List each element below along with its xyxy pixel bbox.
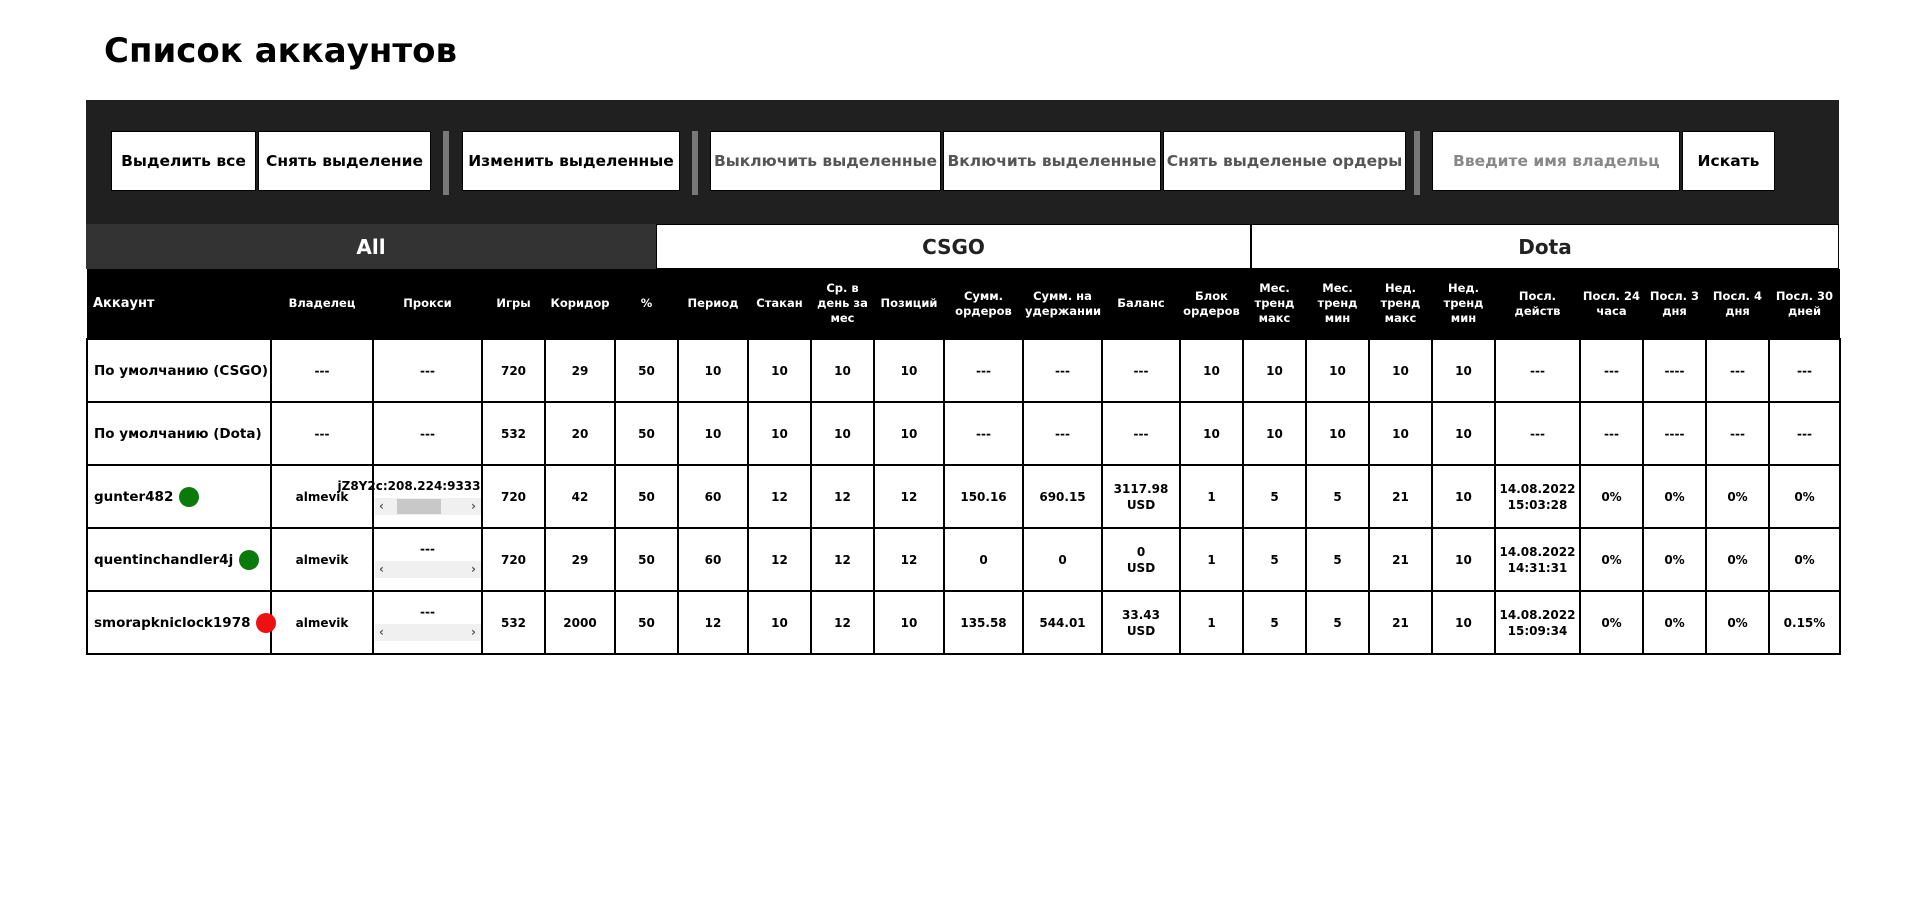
cell-games: 720	[482, 465, 545, 528]
cell-balance-secondary: USD	[1126, 497, 1156, 512]
cell-w-max: 21	[1369, 591, 1432, 654]
cell-stack: 12	[748, 528, 811, 591]
column-header: Мес. тренд мин	[1306, 269, 1369, 339]
cell-stack: 10	[748, 591, 811, 654]
cell-owner: almevik	[271, 528, 373, 591]
cell-sum-hold: 544.01	[1023, 591, 1102, 654]
edit-selected-button[interactable]: Изменить выделенные	[462, 131, 680, 191]
cell-balance-secondary: USD	[1126, 623, 1156, 638]
column-header: Мес. тренд макс	[1243, 269, 1306, 339]
cell-d3: 0%	[1643, 591, 1706, 654]
cell-pct: 50	[615, 339, 678, 402]
cell-balance	[1102, 402, 1180, 465]
cell-w-max: 21	[1369, 528, 1432, 591]
cell-stack: 10	[748, 402, 811, 465]
proxy-scrollbar[interactable]	[375, 561, 481, 578]
cell-w-min: 10	[1432, 465, 1495, 528]
cell-last-action	[1495, 339, 1580, 402]
cell-balance	[1102, 339, 1180, 402]
cell-d4: ---	[1706, 402, 1769, 465]
table-row[interactable]	[87, 528, 1840, 591]
cell-d30: 0%	[1769, 465, 1840, 528]
owner-search-input[interactable]	[1432, 131, 1680, 191]
cell-positions: 10	[874, 591, 944, 654]
cell-w-min: 10	[1432, 402, 1495, 465]
search-button[interactable]: Искать	[1682, 131, 1775, 191]
cell-balance-value: 3117.98	[1113, 481, 1169, 496]
cell-d4: 0%	[1706, 591, 1769, 654]
column-header: Баланс	[1102, 269, 1180, 339]
cell-d30: ---	[1769, 402, 1840, 465]
cell-stack: 12	[748, 465, 811, 528]
account-name: По умолчанию (CSGO)	[94, 362, 269, 379]
cell-block: 10	[1180, 339, 1243, 402]
cell-avg: 10	[811, 402, 874, 465]
cell-positions: 10	[874, 402, 944, 465]
cell-avg: 12	[811, 591, 874, 654]
remove-orders-button[interactable]: Снять выделеные ордеры	[1163, 131, 1406, 191]
cell-last-action-secondary: 15:09:34	[1507, 623, 1568, 638]
column-header: Посл. 4 дня	[1706, 269, 1769, 339]
cell-owner: almevik	[271, 591, 373, 654]
cell-d30: 0.15%	[1769, 591, 1840, 654]
column-header: Нед. тренд макс	[1369, 269, 1432, 339]
cell-m-max: 5	[1243, 528, 1306, 591]
proxy-value: ---	[420, 363, 435, 378]
cell-d30: ---	[1769, 339, 1840, 402]
cell-balance	[1102, 591, 1180, 654]
cell-d24: 0%	[1580, 465, 1643, 528]
cell-balance-value: ---	[1133, 426, 1149, 441]
tab-dota[interactable]: Dota	[1251, 224, 1839, 269]
game-tabs	[86, 224, 1839, 269]
cell-avg: 12	[811, 528, 874, 591]
cell-games: 720	[482, 528, 545, 591]
cell-m-min: 10	[1306, 339, 1369, 402]
account-name: По умолчанию (Dota)	[94, 425, 262, 442]
cell-stack: 10	[748, 339, 811, 402]
cell-d24: ---	[1580, 339, 1643, 402]
cell-sum-orders: 150.16	[944, 465, 1023, 528]
cell-sum-hold: 690.15	[1023, 465, 1102, 528]
toolbar-separator	[692, 131, 698, 195]
cell-positions: 10	[874, 339, 944, 402]
chevron-right-icon[interactable]: ›	[471, 625, 476, 639]
table-row[interactable]	[87, 339, 1840, 402]
accounts-table	[86, 269, 1841, 655]
cell-m-max: 5	[1243, 465, 1306, 528]
toolbar-separator	[443, 131, 449, 195]
cell-corridor: 20	[545, 402, 615, 465]
proxy-value: 208.224:9333:jZ8Y2c	[337, 479, 481, 493]
column-header: Посл. 3 дня	[1643, 269, 1706, 339]
cell-last-action-secondary: 15:03:28	[1507, 497, 1568, 512]
select-all-button[interactable]: Выделить все	[111, 131, 256, 191]
column-header: Сумм. ордеров	[944, 269, 1023, 339]
column-header: Посл. 24 часа	[1580, 269, 1643, 339]
cell-balance-value: 33.43	[1122, 607, 1160, 622]
column-header: Период	[678, 269, 748, 339]
cell-last-action-value: ---	[1530, 363, 1545, 378]
cell-last-action	[1495, 465, 1580, 528]
cell-balance-value: 0	[1136, 544, 1146, 559]
cell-m-max: 10	[1243, 402, 1306, 465]
cell-period: 10	[678, 402, 748, 465]
toolbar	[86, 100, 1839, 224]
disable-selected-button[interactable]: Выключить выделенные	[710, 131, 941, 191]
cell-sum-orders: ---	[944, 339, 1023, 402]
deselect-button[interactable]: Снять выделение	[258, 131, 431, 191]
table-row[interactable]	[87, 465, 1840, 528]
column-header: Нед. тренд мин	[1432, 269, 1495, 339]
proxy-value: ---	[420, 542, 435, 556]
toolbar-separator	[1414, 131, 1420, 195]
cell-d24: 0%	[1580, 591, 1643, 654]
cell-m-min: 5	[1306, 528, 1369, 591]
cell-m-max: 5	[1243, 591, 1306, 654]
cell-account[interactable]	[87, 591, 271, 654]
account-name: smorapkniclock1978	[94, 614, 251, 631]
cell-games: 720	[482, 339, 545, 402]
column-header: Блок ордеров	[1180, 269, 1243, 339]
cell-last-action	[1495, 528, 1580, 591]
chevron-right-icon[interactable]: ›	[471, 499, 476, 513]
cell-pct: 50	[615, 528, 678, 591]
cell-w-max: 10	[1369, 339, 1432, 402]
cell-balance	[1102, 465, 1180, 528]
tab-csgo[interactable]: CSGO	[656, 224, 1251, 269]
column-header: Позиций	[874, 269, 944, 339]
cell-w-min: 10	[1432, 528, 1495, 591]
column-header: Аккаунт	[87, 269, 271, 339]
column-header: Стакан	[748, 269, 811, 339]
chevron-left-icon[interactable]: ‹	[379, 625, 384, 639]
cell-balance-secondary: USD	[1126, 560, 1156, 575]
column-header: Посл. действ	[1495, 269, 1580, 339]
cell-corridor: 29	[545, 528, 615, 591]
page-title: Список аккаунтов	[104, 31, 457, 71]
cell-games: 532	[482, 402, 545, 465]
status-dot-icon	[256, 613, 276, 633]
cell-pct: 50	[615, 591, 678, 654]
cell-d4: ---	[1706, 339, 1769, 402]
table-row[interactable]	[87, 402, 1840, 465]
chevron-left-icon[interactable]: ‹	[379, 562, 384, 576]
cell-balance	[1102, 528, 1180, 591]
cell-m-max: 10	[1243, 339, 1306, 402]
account-name: quentinchandler4j	[94, 551, 234, 568]
column-header: Посл. 30 дней	[1769, 269, 1840, 339]
cell-block: 1	[1180, 465, 1243, 528]
chevron-left-icon[interactable]: ‹	[379, 499, 384, 513]
cell-owner: almevik	[271, 465, 373, 528]
cell-proxy	[373, 591, 482, 654]
cell-account[interactable]	[87, 402, 271, 465]
cell-d30: 0%	[1769, 528, 1840, 591]
cell-corridor: 2000	[545, 591, 615, 654]
scrollbar-thumb[interactable]	[397, 499, 441, 514]
cell-last-action-value: 14.08.2022	[1499, 481, 1576, 496]
cell-proxy	[373, 528, 482, 591]
cell-account[interactable]	[87, 528, 271, 591]
proxy-scrollbar[interactable]	[375, 624, 481, 641]
table-row[interactable]	[87, 591, 1840, 654]
cell-d4: 0%	[1706, 528, 1769, 591]
cell-d3: ----	[1643, 339, 1706, 402]
cell-period: 10	[678, 339, 748, 402]
cell-block: 10	[1180, 402, 1243, 465]
cell-d24: 0%	[1580, 528, 1643, 591]
table-header-row	[87, 269, 1840, 339]
cell-positions: 12	[874, 528, 944, 591]
cell-m-min: 5	[1306, 465, 1369, 528]
cell-w-max: 10	[1369, 402, 1432, 465]
cell-last-action	[1495, 402, 1580, 465]
cell-account[interactable]	[87, 465, 271, 528]
cell-period: 12	[678, 591, 748, 654]
cell-avg: 12	[811, 465, 874, 528]
cell-d24: ---	[1580, 402, 1643, 465]
cell-positions: 12	[874, 465, 944, 528]
cell-pct: 50	[615, 402, 678, 465]
cell-period: 60	[678, 528, 748, 591]
proxy-scrollbar[interactable]	[375, 498, 481, 515]
cell-block: 1	[1180, 528, 1243, 591]
cell-proxy	[373, 402, 482, 465]
cell-block: 1	[1180, 591, 1243, 654]
cell-last-action-secondary: 14:31:31	[1507, 560, 1568, 575]
cell-m-min: 10	[1306, 402, 1369, 465]
cell-w-min: 10	[1432, 591, 1495, 654]
cell-account[interactable]	[87, 339, 271, 402]
cell-owner: ---	[271, 339, 373, 402]
cell-balance-value: ---	[1133, 363, 1149, 378]
cell-pct: 50	[615, 465, 678, 528]
cell-sum-orders: 0	[944, 528, 1023, 591]
column-header: Прокси	[373, 269, 482, 339]
cell-m-min: 5	[1306, 591, 1369, 654]
account-name: gunter482	[94, 488, 174, 505]
cell-d3: 0%	[1643, 465, 1706, 528]
cell-games: 532	[482, 591, 545, 654]
cell-d3: 0%	[1643, 528, 1706, 591]
cell-sum-orders: 135.58	[944, 591, 1023, 654]
cell-last-action-value: ---	[1530, 426, 1545, 441]
cell-last-action-value: 14.08.2022	[1499, 544, 1576, 559]
cell-corridor: 29	[545, 339, 615, 402]
column-header: Игры	[482, 269, 545, 339]
enable-selected-button[interactable]: Включить выделенные	[943, 131, 1161, 191]
column-header: Коридор	[545, 269, 615, 339]
proxy-value: ---	[420, 426, 435, 441]
cell-sum-hold: 0	[1023, 528, 1102, 591]
cell-sum-hold: ---	[1023, 402, 1102, 465]
column-header: Сумм. на удержании	[1023, 269, 1102, 339]
cell-sum-orders: ---	[944, 402, 1023, 465]
column-header: Владелец	[271, 269, 373, 339]
cell-sum-hold: ---	[1023, 339, 1102, 402]
cell-last-action-value: 14.08.2022	[1499, 607, 1576, 622]
cell-d4: 0%	[1706, 465, 1769, 528]
cell-proxy	[373, 339, 482, 402]
chevron-right-icon[interactable]: ›	[471, 562, 476, 576]
cell-period: 60	[678, 465, 748, 528]
column-header: Ср. в день за мес	[811, 269, 874, 339]
cell-last-action	[1495, 591, 1580, 654]
cell-w-max: 21	[1369, 465, 1432, 528]
cell-w-min: 10	[1432, 339, 1495, 402]
cell-corridor: 42	[545, 465, 615, 528]
tab-all[interactable]: All	[86, 224, 656, 269]
cell-proxy	[337, 465, 482, 528]
cell-avg: 10	[811, 339, 874, 402]
column-header: %	[615, 269, 678, 339]
proxy-value: ---	[420, 605, 435, 619]
cell-d3: ----	[1643, 402, 1706, 465]
cell-owner: ---	[271, 402, 373, 465]
status-dot-icon	[179, 487, 199, 507]
status-dot-icon	[239, 550, 259, 570]
accounts-panel	[86, 100, 1839, 662]
